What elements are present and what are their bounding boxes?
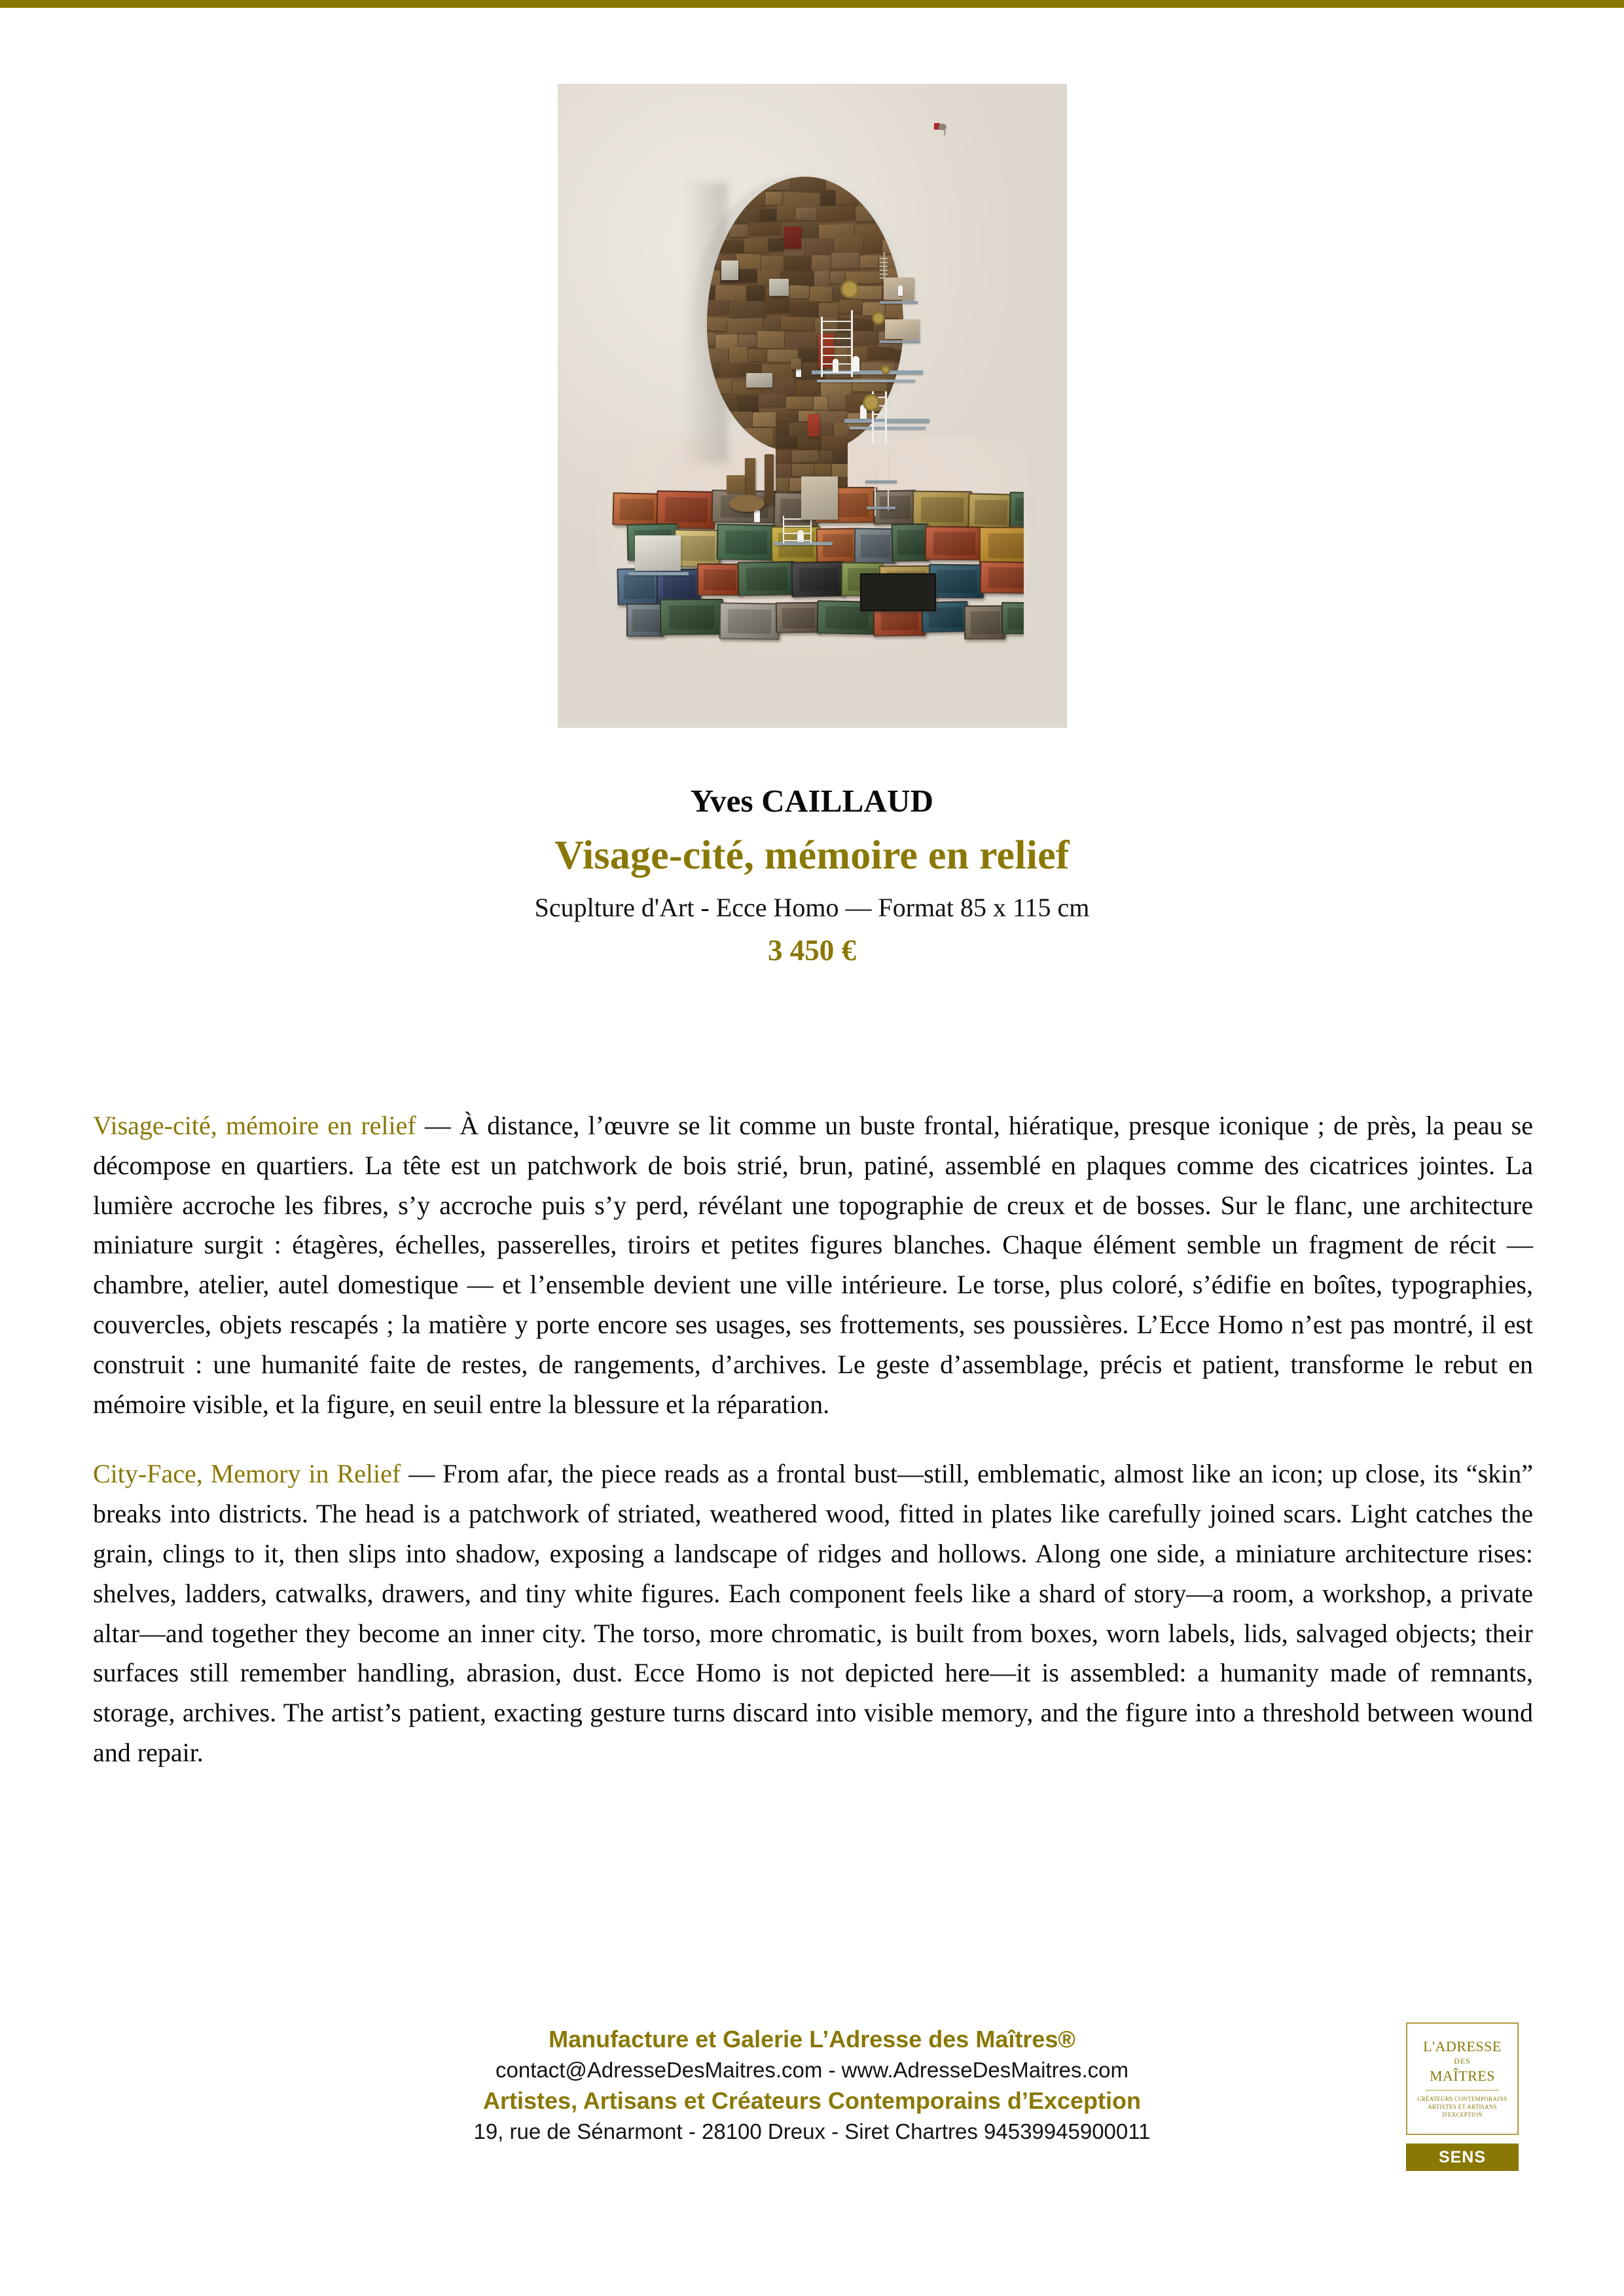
miniature-rail: [880, 274, 888, 275]
tin-box: [791, 561, 846, 597]
wood-block: [884, 224, 903, 240]
miniature-shelf: [817, 380, 915, 382]
wood-block: [902, 253, 903, 268]
wood-block: [738, 396, 759, 414]
logo-line-1: L'ADRESSE: [1423, 2037, 1502, 2054]
wood-block: [707, 349, 729, 364]
wood-block: [721, 260, 738, 280]
wood-block: [707, 177, 729, 192]
artwork-price: 3 450 €: [768, 934, 856, 967]
logo-line-3: MAÎTRES: [1429, 2067, 1496, 2084]
wood-block: [707, 271, 720, 285]
miniature-rail: [821, 346, 852, 348]
miniature-rail: [872, 439, 887, 440]
wood-block: [635, 535, 681, 571]
wood-block: [796, 380, 820, 396]
wood-block: [707, 427, 723, 443]
miniature-shelf: [867, 507, 895, 509]
wood-block: [818, 205, 856, 221]
wood-block: [707, 300, 729, 314]
wood-block: [707, 363, 719, 376]
wood-block: [746, 373, 772, 387]
wood-block: [895, 177, 903, 191]
tin-box: [854, 528, 896, 564]
miniature-rail: [821, 338, 852, 339]
wood-block: [765, 192, 782, 205]
wood-block: [749, 223, 780, 235]
description-body: [93, 1106, 1533, 1803]
wood-block: [789, 423, 810, 437]
tin-box: [697, 564, 742, 596]
miniature-shelf: [850, 427, 926, 429]
gear-icon: [872, 312, 885, 325]
wood-block: [707, 413, 715, 427]
tin-box: [626, 603, 664, 637]
wood-block: [831, 253, 859, 269]
wood-block: [812, 255, 831, 271]
wood-block: [864, 240, 882, 253]
wood-block: [729, 300, 766, 317]
wood-block: [886, 192, 903, 205]
logo-line-2: DES: [1454, 2056, 1471, 2066]
wood-block: [814, 271, 830, 288]
wood-block: [768, 238, 784, 251]
wood-block: [894, 350, 903, 362]
wood-block: [850, 331, 878, 344]
wood-block: [830, 272, 845, 283]
wood-block: [757, 331, 785, 349]
wood-block: [760, 209, 776, 222]
miniature-rail: [783, 526, 812, 527]
gear-icon: [863, 394, 880, 411]
tin-box: [612, 492, 660, 526]
wooden-disc: [729, 495, 765, 512]
artwork-image: [558, 84, 1067, 728]
wood-block: [719, 240, 744, 253]
wood-block: [819, 303, 839, 318]
tin-box: [892, 524, 929, 562]
tin-box: [776, 602, 821, 634]
wood-block: [776, 411, 798, 422]
paragraph-french: [93, 1106, 1533, 1424]
miniature-shelf: [880, 340, 920, 343]
wood-block: [753, 177, 791, 190]
miniature-rail: [880, 262, 888, 263]
artwork-subtitle: Scuplture d'Art - Ecce Homo — Format 85 x 115 cm: [534, 893, 1090, 922]
tin-box: [1009, 492, 1024, 527]
wood-block: [738, 334, 757, 347]
logo-subline-1: CRÉATEURS CONTEMPORAINS: [1417, 2095, 1507, 2102]
paragraph-english: [93, 1454, 1533, 1772]
miniature-rail: [783, 540, 812, 541]
miniature-figure: [833, 359, 839, 372]
tin-box: [660, 599, 723, 635]
miniature-rail: [872, 431, 887, 432]
tin-box: [674, 529, 721, 567]
wood-block: [730, 205, 760, 224]
miniature-shelf: [844, 419, 929, 423]
artwork-title: Visage-cité, mémoire en relief: [554, 833, 1070, 878]
wood-block: [810, 287, 833, 302]
wood-block: [776, 423, 789, 436]
wood-block: [784, 226, 801, 249]
wood-block: [805, 238, 833, 257]
wood-block: [707, 317, 727, 331]
wood-block: [707, 395, 737, 410]
tin-box: [979, 527, 1024, 565]
tin-box: [929, 564, 984, 599]
tin-box: [964, 605, 1005, 639]
wood-block: [786, 397, 813, 409]
miniature-rail: [872, 414, 887, 415]
wood-block: [864, 177, 895, 188]
wood-block: [784, 255, 812, 272]
miniature-rail: [880, 266, 888, 267]
wood-block: [748, 350, 767, 362]
wood-block: [729, 177, 753, 187]
wood-block: [882, 240, 903, 254]
gear-icon: [840, 280, 859, 298]
wood-block: [791, 359, 801, 369]
wood-block: [759, 394, 785, 406]
wood-block: [856, 206, 893, 221]
wood-block: [744, 239, 768, 253]
wood-block: [707, 332, 715, 346]
miniature-rail: [783, 516, 784, 543]
wood-block: [707, 192, 734, 206]
wood-block: [707, 238, 718, 253]
miniature-rail: [821, 355, 852, 356]
wood-block: [723, 427, 740, 441]
miniature-rail: [821, 321, 852, 322]
letterpress-block: [860, 573, 936, 611]
wood-block: [713, 213, 728, 230]
artist-name: Yves CAILLAUD: [690, 783, 934, 819]
logo-subline-3: D'EXCEPTION: [1442, 2111, 1483, 2119]
paragraph-french-lead: Visage-cité, mémoire en relief: [93, 1111, 416, 1140]
wood-block: [789, 285, 810, 298]
wood-block: [801, 476, 838, 520]
tin-box: [980, 561, 1024, 594]
miniature-rail: [880, 258, 888, 259]
paragraph-english-lead: City-Face, Memory in Relief: [93, 1459, 401, 1489]
wood-block: [776, 437, 797, 448]
tin-box: [738, 561, 796, 596]
miniature-rail: [821, 329, 852, 331]
wood-block: [821, 190, 836, 207]
wood-block: [734, 190, 765, 206]
tin-box: [1001, 602, 1024, 634]
wood-block: [885, 319, 919, 339]
miniature-rail: [821, 372, 852, 373]
wood-block: [729, 347, 748, 363]
miniature-shelf: [865, 480, 897, 483]
tin-box: [816, 528, 859, 564]
wood-block: [821, 437, 847, 450]
tin-box: [716, 524, 775, 561]
sens-badge: SENS: [1406, 2144, 1519, 2171]
wood-block: [727, 475, 745, 493]
tin-box: [925, 526, 984, 561]
wood-block: [829, 395, 846, 410]
wood-block: [808, 414, 820, 437]
wood-block: [729, 224, 748, 238]
page-footer: [0, 2026, 1624, 2144]
wood-block: [716, 412, 752, 428]
miniature-rail: [880, 278, 888, 279]
wood-block: [707, 255, 715, 268]
wood-block: [781, 317, 814, 331]
tin-box: [719, 602, 780, 639]
wood-block: [719, 363, 741, 376]
footer-tagline: Artistes, Artisans et Créateurs Contemporains d’Exception: [483, 2087, 1141, 2114]
footer-company: Manufacture et Galerie L’Adresse des Maîtres®: [549, 2026, 1075, 2053]
top-accent-rule: [0, 0, 1624, 8]
miniature-rail: [872, 422, 887, 423]
miniature-figure: [852, 356, 859, 372]
wood-block: [893, 206, 903, 221]
miniature-rail: [821, 363, 852, 365]
paragraph-english-text: — From afar, the piece reads as a frontal bust—still, emblematic, almost like an icon; up close, its “skin” breaks into districts. The head is a patchwork of striated, weathered wood, fitted in plates like carefully joined scars. Light catches the grain, clings to it, then slips into shadow, exposing a landscape of ridges and hollows. Along one side, a miniature architecture rises: shelves, ladders, catwalks, drawers, and tiny white figures. Each component feels like a shard of story—a room, a workshop, a private altar—and together they become an inner city. The torso, more chromatic, is built from boxes, worn labels, lids, salvaged objects; their surfaces still remember handling, abrasion, dust. Ecce Homo is not depicted here—it is assembled: a humanity made of remnants, storage, archives. The artist’s patient, exacting gesture turns discard into visible memory, and the figure into a threshold between wound and repair.: [93, 1459, 1533, 1767]
brand-logo-block: [1406, 2022, 1537, 2171]
wood-block: [766, 300, 789, 313]
wood-block: [868, 346, 893, 359]
miniature-figure: [898, 285, 903, 296]
wood-block: [836, 190, 857, 205]
logo-subline-2: ARTISTES ET ARTISANS: [1428, 2103, 1497, 2110]
miniature-shelf: [628, 572, 689, 575]
footer-address: 19, rue de Sénarmont - 28100 Dreux - Siret Chartres 94539945900011: [473, 2119, 1151, 2144]
footer-contact[interactable]: contact@AdresseDesMaitres.com - www.AdresseDesMaitres.com: [496, 2058, 1128, 2082]
wood-block: [740, 428, 773, 445]
miniature-rail: [880, 270, 888, 271]
wall-hook-icon: [934, 123, 948, 136]
wood-block: [777, 206, 795, 220]
wood-block: [765, 454, 774, 505]
wood-block: [795, 207, 817, 220]
wood-block: [834, 237, 863, 254]
gear-icon: [881, 365, 890, 374]
miniature-shelf: [880, 301, 918, 304]
miniature-rail: [783, 533, 812, 534]
paragraph-french-text: — À distance, l’œuvre se lit comme un buste frontal, hiératique, presque iconique ; de près, la peau se décompose en quartiers. La tête est un patchwork de bois strié, brun, patiné, assemblé en plaques comme des cicatrices jointes. La lumière accroche les fibres, s’y accroche puis s’y perd, révélant une topographie de creux et de bosses. Sur le flanc, une architecture miniature surgit : étagères, échelles, passerelles, tiroirs et petites figures blanches. Chaque élément semble un fragment de récit — chambre, atelier, autel domestique — et l’ensemble devient une ville intérieure. Le torse, plus coloré, s’édifie en boîtes, typographies, couvercles, objets rescapés ; la matière y porte encore ses usages, ses frottements, ses poussières. L’Ecce Homo n’est pas montré, il est construit : une humanité faite de restes, de rangements, d’archives. Le geste d’assemblage, précis et patient, transforme le rebut en mémoire visible, et la figure, en seuil entre la blessure et la réparation.: [93, 1111, 1533, 1419]
miniature-figure: [754, 509, 760, 522]
wood-block: [769, 279, 789, 296]
wood-block: [707, 378, 732, 394]
brand-logo-card: [1406, 2022, 1519, 2135]
wood-block: [893, 395, 903, 408]
wood-block: [747, 285, 765, 302]
wood-block: [860, 255, 878, 268]
miniature-rail: [885, 391, 887, 444]
artwork-meta: [0, 782, 1624, 967]
